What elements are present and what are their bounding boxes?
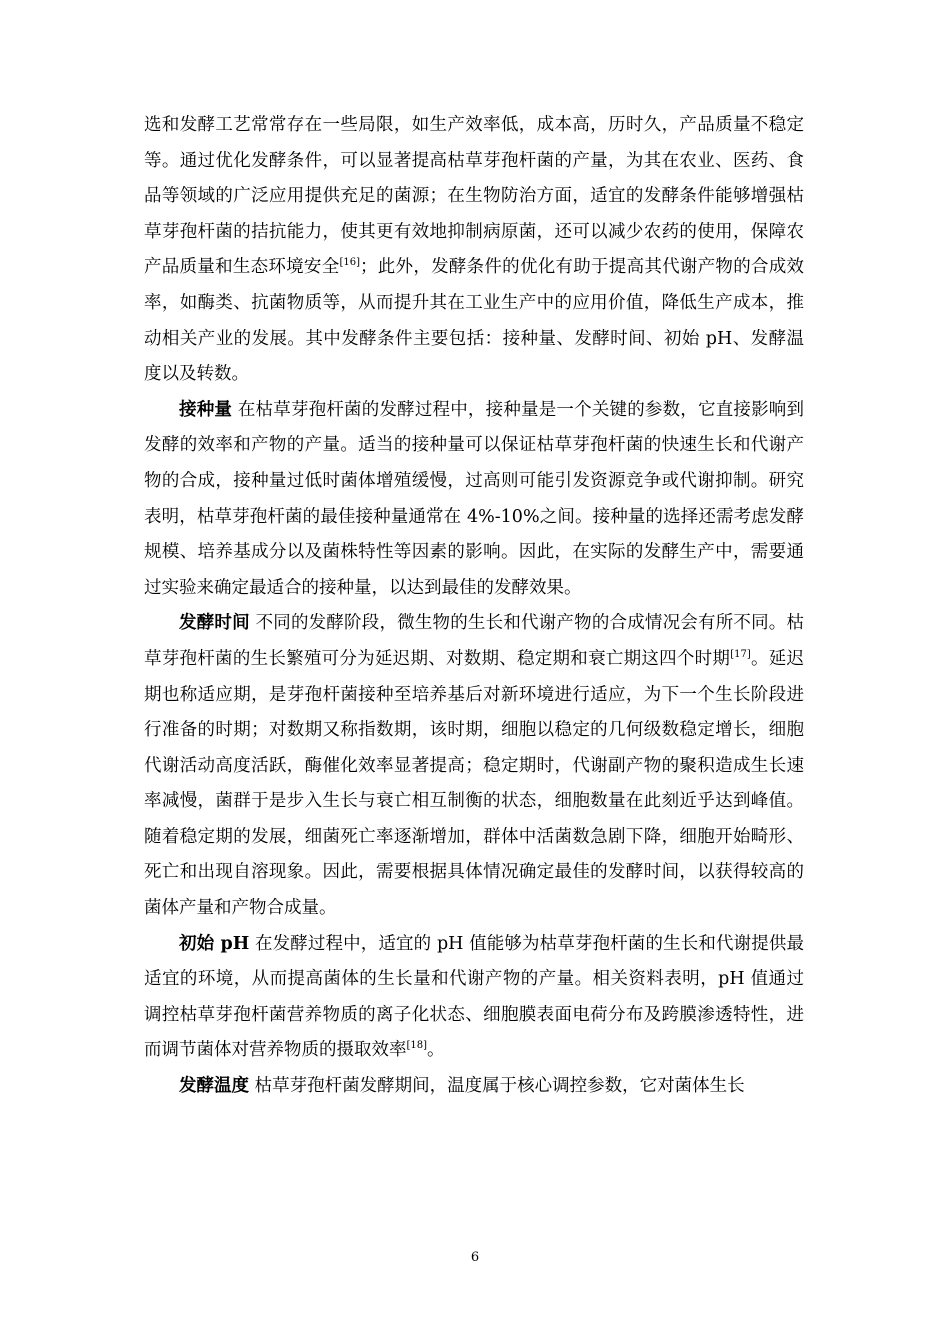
paragraph-inoculum — [144, 393, 804, 607]
paragraph-text: 不同的发酵阶段，微生物的生长和代谢产物的合成情况会有所不同。枯草芽孢杆菌的生长繁殖可分为延迟期、对数期、稳定期和衰亡期这四个时期 — [144, 613, 804, 669]
citation: [17] — [730, 648, 751, 660]
page-number: 6 — [470, 1250, 480, 1265]
paragraph-text: 。延迟期也称适应期，是芽孢杆菌接种至培养基后对新环境进行适应，为下一个生长阶段进行准备的时期；对数期又称指数期，该时期，细胞以稳定的几何级数稳定增长，细胞代谢活动高度活跃，酶催化效率显著提高；稳定期时，代谢副产物的聚积造成生长速率减慢，菌群于是步入生长与衰亡相互制衡的状态，细胞数量在此刻近乎达到峰值。随着稳定期的发展，细菌死亡率逐渐增加，群体中活菌数急剧下降，细胞开始畸形、死亡和出现自溶现象。因此，需要根据具体情况确定最佳的发酵时间，以获得较高的菌体产量和产物合成量。 — [144, 648, 805, 919]
paragraph-text: ；此外，发酵条件的优化有助于提高其代谢产物的合成效率，如酶类、抗菌物质等，从而提升其在工业生产中的应用价值，降低生产成本，推动相关产业的发展。其中发酵条件主要包括：接种量、发酵时间、初始 pH、发酵温度以及转数。 — [144, 257, 805, 385]
paragraph-text: 枯草芽孢杆菌发酵期间，温度属于核心调控参数，它对菌体生长 — [254, 1076, 745, 1097]
section-term: 初始 pH — [179, 933, 250, 954]
paragraph-fermentation-time — [144, 606, 804, 926]
paragraph-text: 。 — [427, 1040, 445, 1061]
paragraph-text: 在枯草芽孢杆菌的发酵过程中，接种量是一个关键的参数，它直接影响到发酵的效率和产物的产量。适当的接种量可以保证枯草芽孢杆菌的快速生长和代谢产物的合成，接种量过低时菌体增殖缓慢，过高则可能引发资源竞争或代谢抑制。研究表明，枯草芽孢杆菌的最佳接种量通常在 4%-10%之间。接种量的选择还需考虑发酵规模、培养基成分以及菌株特性等因素的影响。因此，在实际的发酵生产中，需要通过实验来确定最适合的接种量，以达到最佳的发酵效果。 — [144, 399, 804, 598]
citation: [18] — [406, 1040, 428, 1052]
paragraph-text: 在发酵过程中，适宜的 pH 值能够为枯草芽孢杆菌的生长和代谢提供最适宜的环境，从而提高菌体的生长量和代谢产物的产量。相关资料表明，pH 值通过调控枯草芽孢杆菌营养物质的离子化状态、细胞膜表面电荷分布及跨膜渗透特性，进而调节菌体对营养物质的摄取效率 — [144, 933, 804, 1061]
document-body — [144, 108, 804, 1105]
paragraph-intro — [144, 108, 804, 393]
section-term: 发酵时间 — [179, 613, 250, 634]
section-term: 发酵温度 — [179, 1076, 249, 1097]
citation: [16] — [339, 257, 361, 269]
paragraph-temperature — [144, 1069, 804, 1105]
paragraph-initial-ph — [144, 927, 804, 1069]
section-term: 接种量 — [179, 399, 233, 420]
paragraph-text: 选和发酵工艺常常存在一些局限，如生产效率低，成本高，历时久，产品质量不稳定等。通过优化发酵条件，可以显著提高枯草芽孢杆菌的产量，为其在农业、医药、食品等领域的广泛应用提供充足的菌源；在生物防治方面，适宜的发酵条件能够增强枯草芽孢杆菌的拮抗能力，使其更有效地抑制病原菌，还可以减少农药的使用，保障农产品质量和生态环境安全 — [144, 115, 804, 278]
